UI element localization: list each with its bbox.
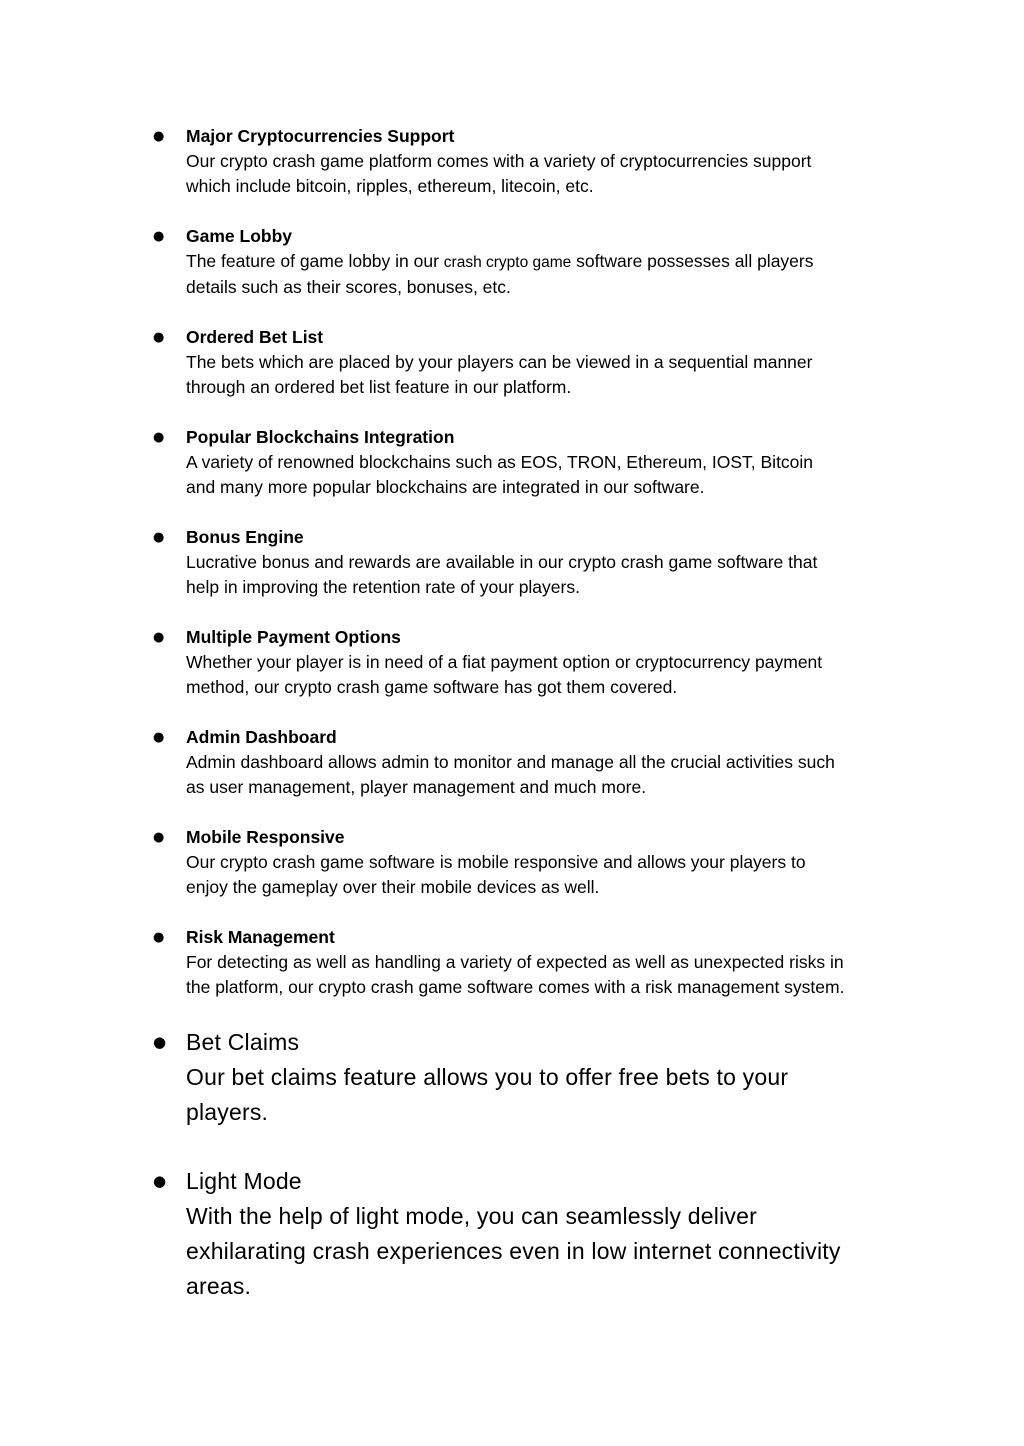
- feature-description-line: as user management, player management and much more.: [186, 777, 647, 797]
- feature-description-line: Lucrative bonus and rewards are available in our crypto crash game software that: [186, 552, 818, 572]
- feature-title: Multiple Payment Options: [186, 627, 401, 647]
- feature-title: Risk Management: [186, 927, 335, 947]
- bullet-icon: ●: [153, 1172, 167, 1190]
- bullet-icon: ●: [153, 630, 165, 645]
- feature-description-line: A variety of renowned blockchains such as EOS, TRON, Ethereum, IOST, Bitcoin: [186, 452, 814, 472]
- bullet-icon: ●: [153, 930, 165, 945]
- list-item-multiple-payment-options: [0, 625, 1024, 700]
- list-item-bonus-engine: [0, 525, 1024, 600]
- bullet-icon: ●: [153, 1033, 167, 1051]
- feature-description-line: Whether your player is in need of a fiat payment option or cryptocurrency payment: [186, 652, 823, 672]
- bullet-icon: ●: [153, 730, 165, 745]
- list-item-admin-dashboard: [0, 725, 1024, 800]
- feature-title: Admin Dashboard: [186, 727, 337, 747]
- bullet-icon: ●: [153, 430, 165, 445]
- feature-description-line: exhilarating crash experiences even in low internet connectivity: [186, 1238, 841, 1264]
- feature-description-line: With the help of light mode, you can seamlessly deliver: [186, 1203, 757, 1229]
- feature-description-line: method, our crypto crash game software has got them covered.: [186, 677, 678, 697]
- feature-description-line: Admin dashboard allows admin to monitor and manage all the crucial activities such: [186, 752, 835, 772]
- feature-description-line: Our bet claims feature allows you to offer free bets to your: [186, 1064, 789, 1090]
- feature-title: Bonus Engine: [186, 527, 304, 547]
- list-item-light-mode: [0, 1164, 1024, 1304]
- feature-title: Light Mode: [186, 1168, 302, 1194]
- feature-description-line: which include bitcoin, ripples, ethereum, litecoin, etc.: [186, 176, 594, 196]
- bullet-icon: ●: [153, 330, 165, 345]
- list-item-bet-claims: [0, 1025, 1024, 1130]
- feature-title: Ordered Bet List: [186, 327, 324, 347]
- feature-description-line: players.: [186, 1099, 269, 1125]
- list-item-risk-management: [0, 925, 1024, 1000]
- feature-description-line: Our crypto crash game platform comes with a variety of cryptocurrencies support: [186, 151, 812, 171]
- feature-description-line: the platform, our crypto crash game software comes with a risk management system.: [186, 977, 845, 997]
- feature-description-line: [186, 249, 914, 275]
- feature-title: Game Lobby: [186, 226, 292, 246]
- description-text: The feature of game lobby in our: [186, 251, 444, 271]
- feature-description-line: The bets which are placed by your players can be viewed in a sequential manner: [186, 352, 813, 372]
- feature-title: Mobile Responsive: [186, 827, 345, 847]
- feature-title: Major Cryptocurrencies Support: [186, 126, 455, 146]
- list-item-game-lobby: [0, 224, 1024, 300]
- list-item-ordered-bet-list: [0, 325, 1024, 400]
- feature-description-line: Our crypto crash game software is mobile responsive and allows your players to: [186, 852, 806, 872]
- feature-list: [0, 124, 1024, 1338]
- feature-description-line: through an ordered bet list feature in our platform.: [186, 377, 572, 397]
- feature-description-line: areas.: [186, 1273, 252, 1299]
- feature-title: Bet Claims: [186, 1029, 300, 1055]
- bullet-icon: ●: [153, 830, 165, 845]
- feature-description-line: help in improving the retention rate of your players.: [186, 577, 580, 597]
- feature-description-line: and many more popular blockchains are integrated in our software.: [186, 477, 705, 497]
- list-item-major-cryptocurrencies-support: [0, 124, 1024, 199]
- feature-title: Popular Blockchains Integration: [186, 427, 455, 447]
- list-item-mobile-responsive: [0, 825, 1024, 900]
- description-text: software possesses all players: [571, 251, 814, 271]
- bullet-icon: ●: [153, 129, 165, 144]
- bullet-icon: ●: [153, 530, 165, 545]
- bullet-icon: ●: [153, 229, 165, 244]
- feature-description-line: For detecting as well as handling a variety of expected as well as unexpected risks in: [186, 952, 844, 972]
- list-item-popular-blockchains-integration: [0, 425, 1024, 500]
- feature-description-line: details such as their scores, bonuses, etc.: [186, 277, 511, 297]
- feature-description-line: enjoy the gameplay over their mobile devices as well.: [186, 877, 600, 897]
- description-small-text: crash crypto game: [443, 254, 572, 271]
